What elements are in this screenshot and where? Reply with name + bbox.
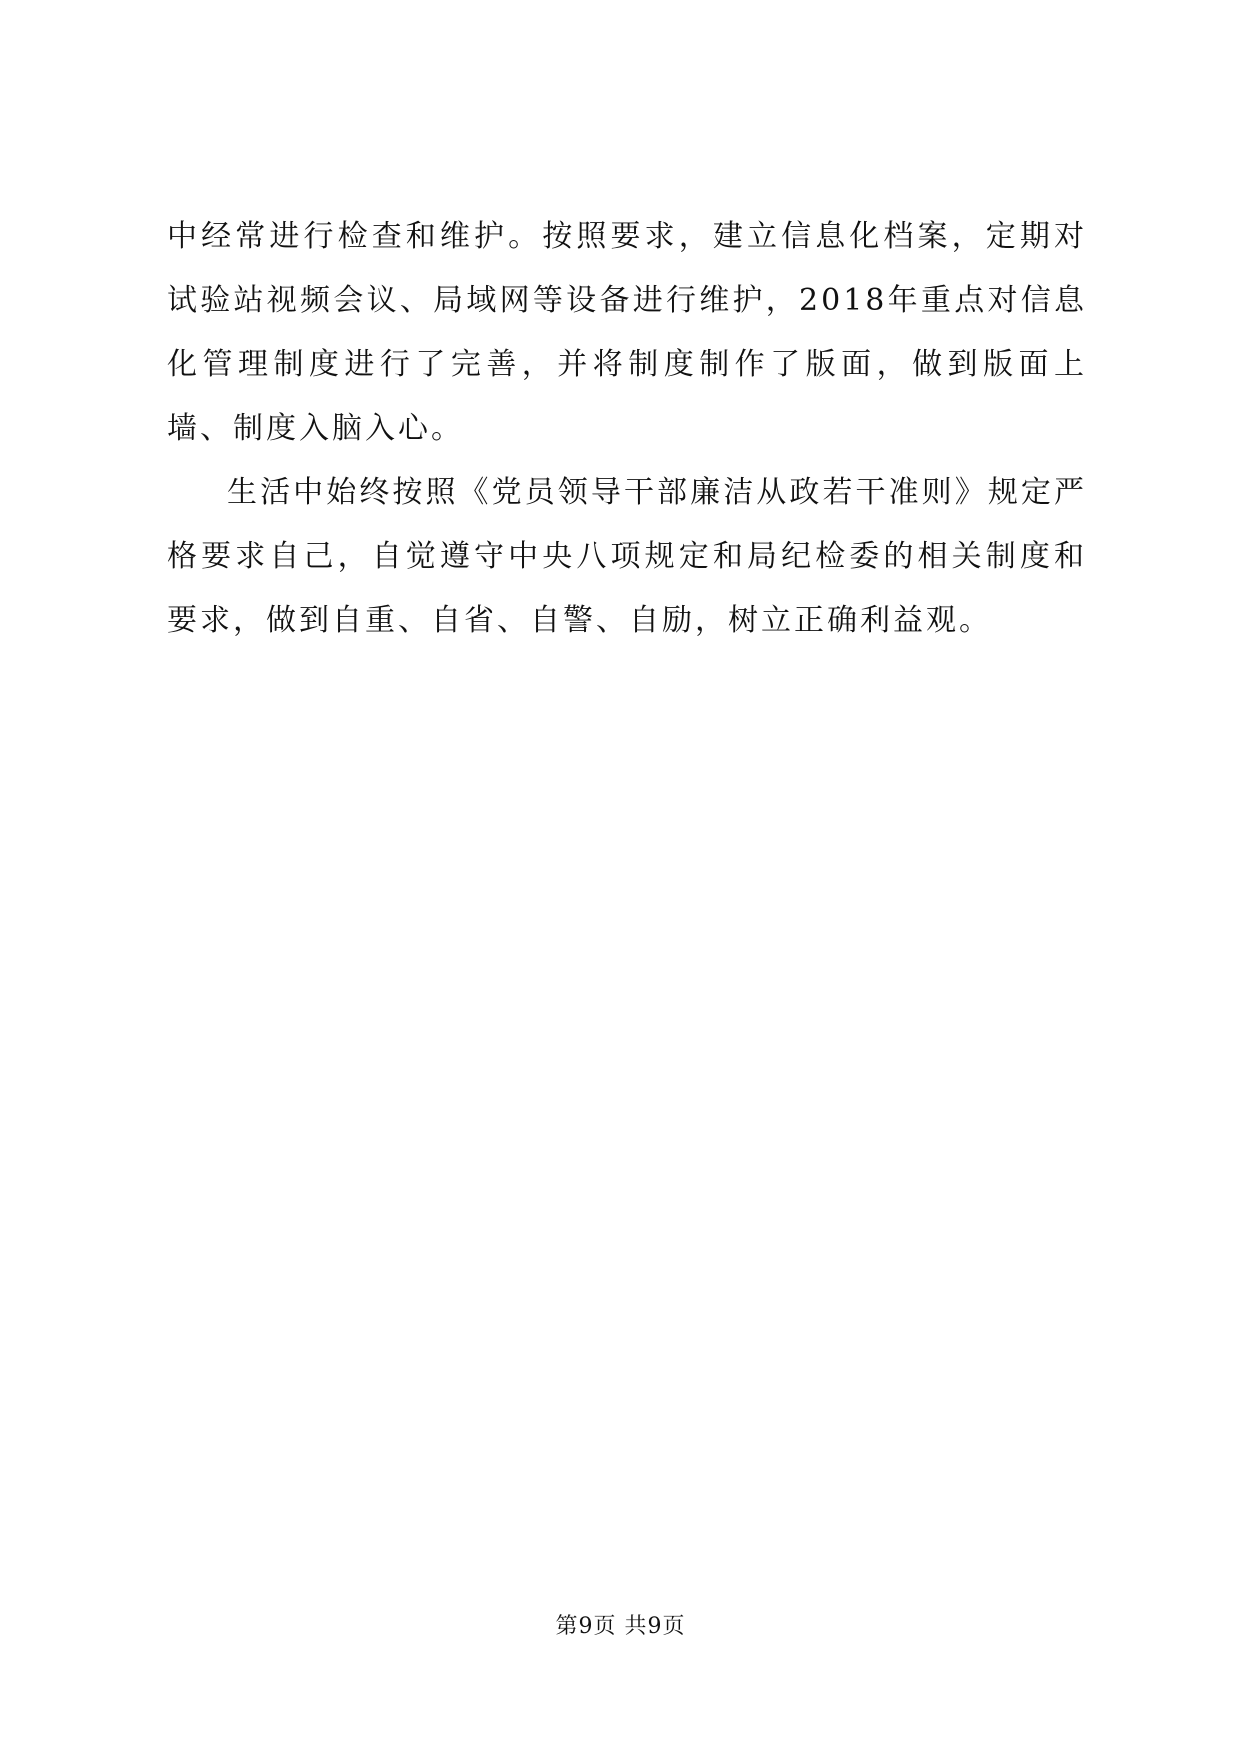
document-body	[167, 205, 1087, 653]
paragraph-continuation: 中经常进行检查和维护。按照要求，建立信息化档案，定期对试验站视频会议、局域网等设备进行维护，2018年重点对信息化管理制度进行了完善，并将制度制作了版面，做到版面上墙、制度入脑入心。	[167, 219, 1087, 446]
paragraph-conduct: 生活中始终按照《党员领导干部廉洁从政若干准则》规定严格要求自己，自觉遵守中央八项规定和局纪检委的相关制度和要求，做到自重、自省、自警、自励，树立正确利益观。	[167, 475, 1087, 638]
page-number-footer: 第9页 共9页	[555, 1614, 686, 1639]
